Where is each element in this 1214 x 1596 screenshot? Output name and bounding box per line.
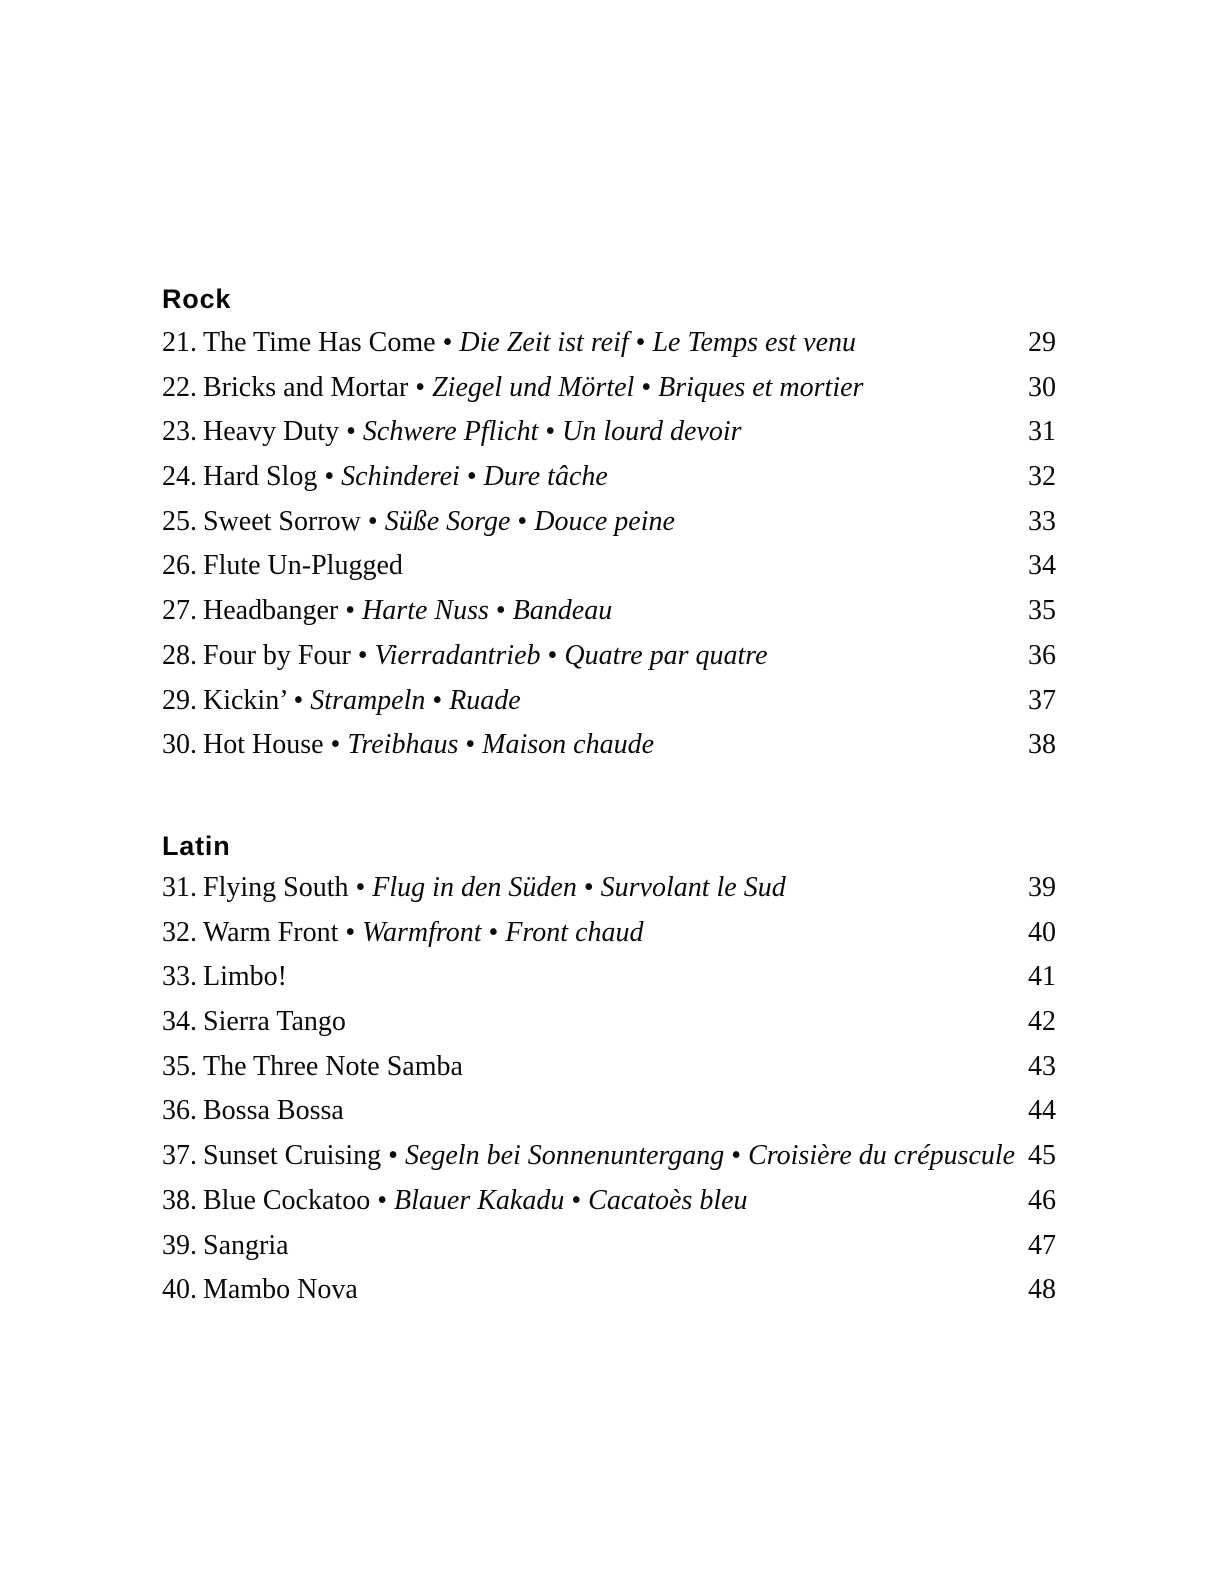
page-number: 38 — [1028, 729, 1056, 761]
track-number: 36. — [162, 1095, 197, 1127]
track-subtitle-french: Un lourd devoir — [562, 416, 742, 448]
track-title — [203, 366, 1028, 411]
track-title-english: Sunset Cruising — [203, 1140, 382, 1172]
track-subtitle-french: Front chaud — [505, 916, 644, 948]
track-number: 23. — [162, 416, 197, 448]
track-number: 40. — [162, 1274, 197, 1306]
track-title-english: Flying South — [203, 872, 349, 903]
track-subtitle-french: Ruade — [449, 684, 521, 716]
bullet-separator: • — [724, 1140, 749, 1172]
track-number: 39. — [162, 1229, 197, 1261]
track-title — [203, 866, 1028, 911]
track-title — [203, 589, 1028, 634]
track-row — [162, 410, 1056, 455]
track-row — [162, 366, 1056, 411]
bullet-separator: • — [435, 327, 460, 358]
track-title — [203, 500, 1028, 545]
page-number: 46 — [1028, 1184, 1056, 1216]
page-number: 40 — [1028, 916, 1056, 948]
track-row — [162, 1089, 1056, 1134]
track-subtitle-french: Bandeau — [512, 595, 613, 627]
track-title — [203, 911, 1028, 956]
track-number: 27. — [162, 595, 197, 627]
track-title-english: Headbanger — [203, 595, 339, 627]
track-subtitle-german: Schinderei — [341, 461, 460, 493]
track-number: 30. — [162, 729, 197, 761]
track-row — [162, 866, 1056, 911]
track-title — [203, 634, 1028, 679]
track-number: 33. — [162, 961, 197, 993]
section-latin — [162, 832, 1056, 1313]
track-subtitle-german: Treibhaus — [347, 729, 459, 761]
bullet-separator: • — [628, 327, 653, 358]
track-title-english: Sangria — [203, 1229, 289, 1261]
track-number: 25. — [162, 505, 197, 537]
track-title-english: Flute Un-Plugged — [203, 550, 403, 582]
bullet-separator: • — [323, 729, 348, 761]
track-title-english: Sweet Sorrow — [203, 505, 361, 537]
track-title-english: Sierra Tango — [203, 1006, 346, 1038]
bullet-separator: • — [510, 505, 535, 537]
track-title — [203, 1179, 1028, 1224]
bullet-separator: • — [459, 461, 484, 493]
bullet-separator: • — [338, 595, 363, 627]
track-subtitle-german: Segeln bei Sonnenuntergang — [404, 1140, 725, 1172]
bullet-separator: • — [481, 916, 506, 948]
bullet-separator: • — [348, 872, 373, 903]
bullet-separator: • — [634, 371, 659, 403]
track-subtitle-french: Dure tâche — [483, 461, 608, 493]
track-title-english: Bricks and Mortar — [203, 371, 409, 403]
track-title — [203, 1045, 1028, 1090]
page-number: 41 — [1028, 961, 1056, 993]
track-title — [203, 321, 1028, 366]
page-number: 35 — [1028, 595, 1056, 627]
track-title — [203, 955, 1028, 1000]
track-title-english: Warm Front — [203, 916, 339, 948]
track-row — [162, 500, 1056, 545]
page-number: 32 — [1028, 461, 1056, 493]
track-list-rock — [162, 321, 1056, 768]
bullet-separator: • — [458, 729, 483, 761]
track-title-english: Hard Slog — [203, 461, 318, 493]
bullet-separator: • — [381, 1140, 405, 1172]
track-number: 32. — [162, 916, 197, 948]
track-title — [203, 1268, 1028, 1313]
bullet-separator: • — [360, 505, 385, 537]
bullet-separator: • — [339, 416, 363, 448]
track-row — [162, 1179, 1056, 1224]
track-row — [162, 455, 1056, 500]
page-number: 36 — [1028, 639, 1056, 671]
track-number: 21. — [162, 327, 197, 358]
page-number: 30 — [1028, 371, 1056, 403]
section-heading-latin: Latin — [162, 831, 231, 861]
track-subtitle-german: Harte Nuss — [362, 595, 489, 627]
track-title — [203, 455, 1028, 500]
bullet-separator: • — [538, 416, 563, 448]
track-row — [162, 1134, 1056, 1179]
bullet-separator: • — [338, 916, 363, 948]
page-number: 39 — [1028, 872, 1056, 903]
track-title — [203, 544, 1028, 589]
track-title-english: Hot House — [203, 729, 324, 761]
track-title-english: Heavy Duty — [203, 416, 340, 448]
page-number: 45 — [1028, 1140, 1056, 1172]
track-subtitle-french: Briques et mortier — [658, 371, 864, 403]
track-subtitle-german: Strampeln — [310, 684, 426, 716]
track-row — [162, 544, 1056, 589]
track-subtitle-german: Warmfront — [362, 916, 482, 948]
track-number: 34. — [162, 1006, 197, 1038]
track-row — [162, 911, 1056, 956]
page-number: 48 — [1028, 1274, 1056, 1306]
section-rock — [162, 285, 1056, 768]
bullet-separator: • — [286, 684, 311, 716]
page-number: 43 — [1028, 1050, 1056, 1082]
track-number: 24. — [162, 461, 197, 493]
track-subtitle-french: Le Temps est venu — [652, 327, 856, 358]
track-row — [162, 321, 1056, 366]
track-title-english: Bossa Bossa — [203, 1095, 344, 1127]
track-subtitle-german: Ziegel und Mörtel — [432, 371, 635, 403]
track-title — [203, 1224, 1028, 1269]
track-row — [162, 1268, 1056, 1313]
track-subtitle-french: Croisière du crépuscule — [748, 1140, 1016, 1172]
track-subtitle-german: Schwere Pflicht — [362, 416, 539, 448]
section-heading-rock: Rock — [162, 284, 232, 314]
track-title-english: Blue Cockatoo — [203, 1184, 371, 1216]
track-row — [162, 589, 1056, 634]
track-title — [203, 1000, 1028, 1045]
track-row — [162, 1045, 1056, 1090]
bullet-separator: • — [408, 371, 433, 403]
page-number: 29 — [1028, 327, 1056, 358]
track-number: 38. — [162, 1184, 197, 1216]
track-row — [162, 1000, 1056, 1045]
track-title — [203, 679, 1028, 724]
track-number: 26. — [162, 550, 197, 582]
track-number: 31. — [162, 872, 197, 903]
page-number: 31 — [1028, 416, 1056, 448]
bullet-separator: • — [540, 639, 565, 671]
track-row — [162, 1224, 1056, 1269]
track-number: 35. — [162, 1050, 197, 1082]
track-title-english: Kickin’ — [203, 684, 287, 716]
track-subtitle-german: Blauer Kakadu — [394, 1184, 565, 1216]
track-row — [162, 679, 1056, 724]
track-title — [203, 723, 1028, 768]
track-number: 37. — [162, 1140, 197, 1172]
track-subtitle-german: Vierradantrieb — [374, 639, 541, 671]
track-row — [162, 634, 1056, 679]
page-number: 42 — [1028, 1006, 1056, 1038]
track-title — [203, 1089, 1028, 1134]
track-subtitle-german: Die Zeit ist reif — [459, 327, 629, 358]
track-subtitle-french: Survolant le Sud — [600, 872, 786, 903]
bullet-separator: • — [576, 872, 601, 903]
bullet-separator: • — [488, 595, 513, 627]
page-number: 34 — [1028, 550, 1056, 582]
track-title-english: Mambo Nova — [203, 1274, 358, 1306]
track-subtitle-french: Maison chaude — [482, 729, 655, 761]
track-title — [203, 1134, 1028, 1179]
page-number: 47 — [1028, 1229, 1056, 1261]
page-number: 37 — [1028, 684, 1056, 716]
bullet-separator: • — [425, 684, 450, 716]
track-number: 28. — [162, 639, 197, 671]
track-title-english: Four by Four — [203, 639, 351, 671]
track-title-english: Limbo! — [203, 961, 287, 993]
bullet-separator: • — [350, 639, 375, 671]
track-subtitle-german: Süße Sorge — [384, 505, 511, 537]
track-title-english: The Time Has Come — [203, 327, 436, 358]
track-number: 29. — [162, 684, 197, 716]
track-title-english: The Three Note Samba — [203, 1050, 463, 1082]
track-title — [203, 410, 1028, 455]
track-subtitle-german: Flug in den Süden — [372, 872, 577, 903]
bullet-separator: • — [317, 461, 342, 493]
track-subtitle-french: Cacatoès bleu — [588, 1184, 748, 1216]
track-row — [162, 955, 1056, 1000]
page-number: 33 — [1028, 505, 1056, 537]
bullet-separator: • — [564, 1184, 589, 1216]
track-subtitle-french: Quatre par quatre — [564, 639, 768, 671]
track-number: 22. — [162, 371, 197, 403]
track-subtitle-french: Douce peine — [534, 505, 675, 537]
track-row — [162, 723, 1056, 768]
page-number: 44 — [1028, 1095, 1056, 1127]
bullet-separator: • — [370, 1184, 395, 1216]
track-list-latin — [162, 866, 1056, 1313]
